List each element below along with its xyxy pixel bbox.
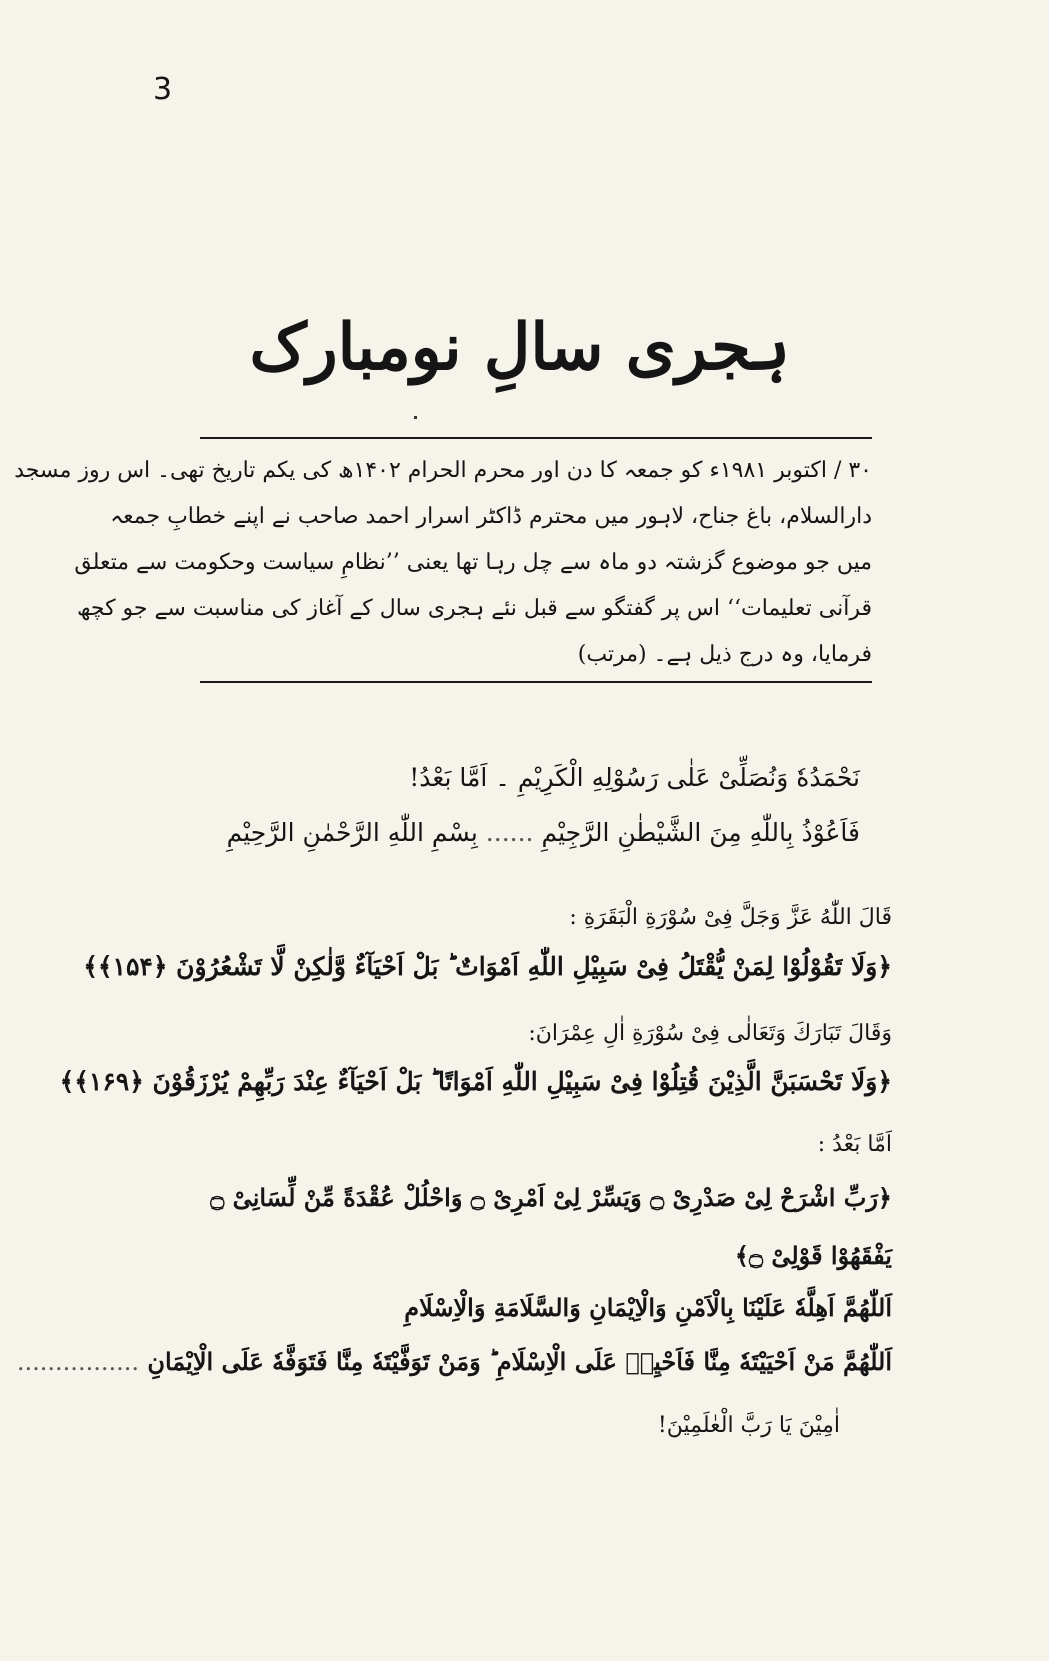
quote-1-verse: ﴿وَلَا تَقُوْلُوْا لِمَنْ یُّقْتَلُ فِیْ سَبِیْلِ اللّٰهِ اَمْوَاتٌ ؕ بَلْ اَحْیَآءٌ وَّلٰكِنْ لَّا تَشْعُرُوْنَ ﴿۱۵۴﴾﴾ xyxy=(83,952,892,981)
opening-taawwuz-basmala xyxy=(220,813,860,853)
page-number: 3 xyxy=(153,72,173,107)
opening-hamd: نَحْمَدُهٗ وَنُصَلِّیْ عَلٰی رَسُوْلِهِ الْكَرِیْمِ ۔ اَمَّا بَعْدُ! xyxy=(409,763,860,792)
amen: اٰمِیْنَ یَا رَبَّ الْعٰلَمِیْنَ! xyxy=(657,1413,840,1438)
opening-dots: ...... xyxy=(485,818,534,847)
intro-bottom-rule xyxy=(200,681,872,683)
intro-paragraph xyxy=(14,448,872,678)
dua-line-1: ﴿رَبِّ اشْرَحْ لِیْ صَدْرِیْ ۝ وَیَسِّرْ لِیْ اَمْرِیْ ۝ وَاحْلُلْ عُقْدَةً مِّنْ لِّسَانِیْ ۝ xyxy=(210,1183,892,1212)
basmala: بِسْمِ اللّٰهِ الرَّحْمٰنِ الرَّحِیْمِ xyxy=(226,818,478,847)
intro-line: دارالسلام، باغ جناح، لاہور میں محترم ڈاکٹر اسرار احمد صاحب نے اپنے خطابِ جمعہ xyxy=(110,504,872,529)
amma-bad: اَمَّا بَعْدُ : xyxy=(817,1132,892,1157)
intro-line: قرآنی تعلیمات‘‘ اس پر گفتگو سے قبل نئے ہجری سال کے آغاز کی مناسبت سے جو کچھ xyxy=(76,596,872,621)
dua-line-4 xyxy=(16,1342,892,1382)
taawwuz: فَاَعُوْذُ بِاللّٰهِ مِنَ الشَّیْطٰنِ الرَّجِیْمِ xyxy=(541,818,860,847)
title-dot-mark xyxy=(414,416,417,419)
quote-2-label: وَقَالَ تَبَارَكَ وَتَعَالٰی فِیْ سُوْرَةِ اٰلِ عِمْرَانَ: xyxy=(528,1021,892,1046)
dua-line-2: یَفْقَهُوْا قَوْلِیْ ۝﴾ xyxy=(734,1241,892,1270)
dua-line-4-dots: ................ xyxy=(16,1348,139,1376)
intro-line: میں جو موضوع گزشتہ دو ماہ سے چل رہا تھا یعنی ’’نظامِ سیاست وحکومت سے متعلق xyxy=(74,550,872,575)
dua-line-4-text: اَللّٰهُمَّ مَنْ اَحْیَیْتَهٗ مِنَّا فَاَحْیِهٖ عَلَی الْاِسْلَامِ ؕ وَمَنْ تَوَفَّیْتَهٗ مِنَّا فَتَوَفَّهٗ عَلَی الْاِیْمَانِ xyxy=(147,1347,892,1376)
intro-top-rule xyxy=(200,437,872,439)
quote-2-verse: ﴿وَلَا تَحْسَبَنَّ الَّذِیْنَ قُتِلُوْا فِیْ سَبِیْلِ اللّٰهِ اَمْوَاتًا ؕ بَلْ اَحْیَآءٌ عِنْدَ رَبِّهِمْ یُرْزَقُوْنَ ﴿۱۶۹﴾﴾ xyxy=(59,1067,892,1096)
page-title: ہجری سالِ نومبارک xyxy=(249,310,790,385)
intro-line: فرمایا، وہ درج ذیل ہے۔ (مرتب) xyxy=(577,642,872,667)
quote-1-label: قَالَ اللّٰهُ عَزَّ وَجَلَّ فِیْ سُوْرَةِ الْبَقَرَةِ : xyxy=(569,905,892,930)
dua-line-3: اَللّٰهُمَّ اَهِلَّهٗ عَلَیْنَا بِالْاَمْنِ وَالْاِیْمَانِ وَالسَّلَامَةِ وَالْاِسْلَامِ xyxy=(404,1293,892,1322)
intro-line: ۳۰ / اکتوبر ۱۹۸۱ء کو جمعہ کا دن اور محرم الحرام ۱۴۰۲ھ کی یکم تاریخ تھی۔ اس روز مسجد xyxy=(14,458,872,483)
